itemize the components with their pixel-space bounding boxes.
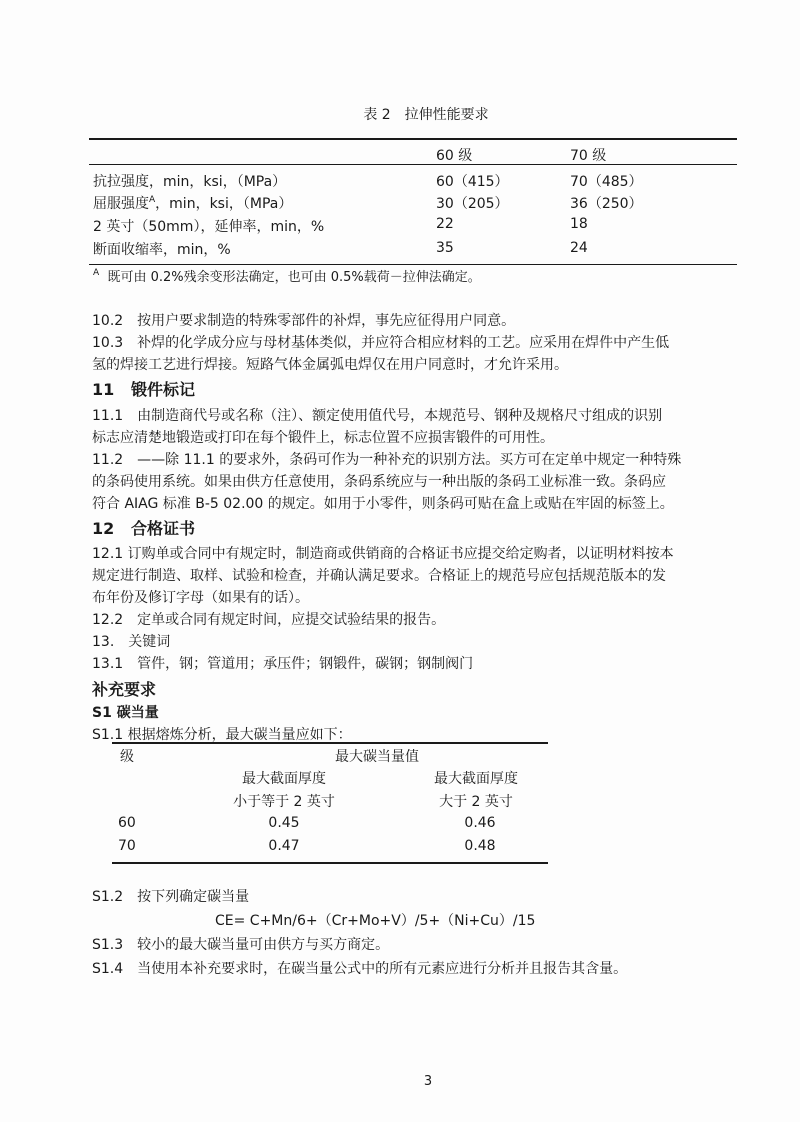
paragraph-s1-4: S1.4 当使用本补充要求时，在碳当量公式中的所有元素应进行分析并且报告其含量。 [92, 961, 628, 977]
ce-table-subheader: 大于 2 英寸 [439, 794, 513, 810]
section-12-heading: 12 合格证书 [92, 519, 195, 538]
supplementary-heading: 补充要求 [92, 680, 157, 699]
paragraph-12-1-line: 12.1 订购单或合同中有规定时，制造商或供销商的合格证书应提交给定购者，以证明材料按本 [92, 546, 674, 562]
table2-cell: 22 [436, 216, 454, 232]
table2-row-label: 屈服强度$^A$，min，ksi，（MPa） [93, 195, 293, 212]
s1-heading: S1 碳当量 [92, 705, 159, 721]
paragraph-11-2-line: 11.2 ——除 11.1 的要求外，条码可作为一种补充的识别方法。买方可在定单中规定一种特殊 [92, 452, 682, 468]
paragraph-13-1: 13.1 管件，钢；管道用；承压件；钢锻件，碳钢；钢制阀门 [92, 656, 474, 672]
ce-table-cell: 0.48 [464, 838, 496, 854]
ce-table-subheader: 最大截面厚度 [242, 771, 326, 787]
table2-bottom-rule [89, 264, 737, 265]
table2-top-rule [89, 138, 737, 140]
paragraph-10-3-line: 氢的焊接工艺进行焊接。短路气体金属弧电焊仅在用户同意时，才允许采用。 [92, 357, 568, 373]
ce-table-cell: 0.46 [464, 815, 496, 831]
table2-cell: 30（205） [436, 196, 509, 212]
ce-table-subheader: 小于等于 2 英寸 [233, 794, 335, 810]
ce-table-grade-header: 级 [120, 749, 134, 765]
ce-formula: CE= C+Mn/6+（Cr+Mo+V）/5+（Ni+Cu）/15 [215, 913, 536, 929]
table2-cell: 70（485） [570, 174, 643, 190]
table2-col-70: 70 级 [570, 148, 607, 164]
table2-caption: 表 2 拉伸性能要求 [363, 107, 489, 123]
paragraph-11-1-line: 标志应清楚地锻造或打印在每个锻件上，标志位置不应损害锻件的可用性。 [92, 430, 554, 446]
table2-footnote: $^A$ 既可由 0.2%残余变形法确定，也可由 0.5%载荷－拉伸法确定。 [93, 268, 481, 285]
table2-header-rule [89, 164, 737, 165]
paragraph-11-2-line: 符合 AIAG 标准 B-5 02.00 的规定。如用于小零件，则条码可贴在盒上或贴在牢固的标签上。 [92, 496, 674, 512]
section-11-heading: 11 锻件标记 [92, 380, 195, 399]
ce-table-grade: 70 [118, 838, 136, 854]
table2-cell: 60（415） [436, 174, 509, 190]
ce-table-bottom-rule [112, 862, 548, 864]
paragraph-s1-3: S1.3 较小的最大碳当量可由供方与买方商定。 [92, 937, 390, 953]
table2-cell: 35 [436, 240, 454, 256]
paragraph-11-1-line: 11.1 由制造商代号或名称（注）、额定使用值代号，本规范号、钢种及规格尺寸组成的识别 [92, 408, 663, 424]
table2-col-60: 60 级 [436, 148, 473, 164]
table2-row-label: 2 英寸（50mm），延伸率，min，% [93, 219, 325, 235]
ce-table-subheader: 最大截面厚度 [434, 771, 518, 787]
paragraph-s1-2: S1.2 按下列确定碳当量 [92, 889, 250, 905]
paragraph-s1-1: S1.1 根据熔炼分析，最大碳当量应如下： [92, 727, 352, 743]
page-number: 3 [423, 1074, 433, 1089]
table2-row-label: 抗拉强度，min，ksi，（MPa） [93, 174, 287, 190]
paragraph-12-1-line: 规定进行制造、取样、试验和检查，并确认满足要求。合格证上的规范号应包括规范版本的发 [92, 568, 666, 584]
table2-cell: 36（250） [570, 196, 643, 212]
paragraph-10-2: 10.2 按用户要求制造的特殊零部件的补焊，事先应征得用户同意。 [92, 313, 516, 329]
ce-table-group-header: 最大碳当量值 [335, 749, 419, 765]
ce-table-top-rule [112, 742, 548, 744]
ce-table-cell: 0.47 [268, 838, 300, 854]
paragraph-12-2: 12.2 定单或合同有规定时间，应提交试验结果的报告。 [92, 612, 446, 628]
ce-table-cell: 0.45 [268, 815, 300, 831]
table2-cell: 24 [570, 240, 588, 256]
paragraph-13: 13. 关键词 [92, 634, 171, 650]
ce-table-grade: 60 [118, 815, 136, 831]
paragraph-12-1-line: 布年份及修订字母（如果有的话）。 [92, 590, 309, 606]
table2-row-label: 断面收缩率，min，% [93, 242, 231, 258]
paragraph-10-3-line: 10.3 补焊的化学成分应与母材基体类似，并应符合相应材料的工艺。应采用在焊件中产生低 [92, 335, 670, 351]
table2-cell: 18 [570, 216, 588, 232]
paragraph-11-2-line: 的条码使用系统。如果由供方任意使用，条码系统应与一种出版的条码工业标准一致。条码应 [92, 474, 666, 490]
